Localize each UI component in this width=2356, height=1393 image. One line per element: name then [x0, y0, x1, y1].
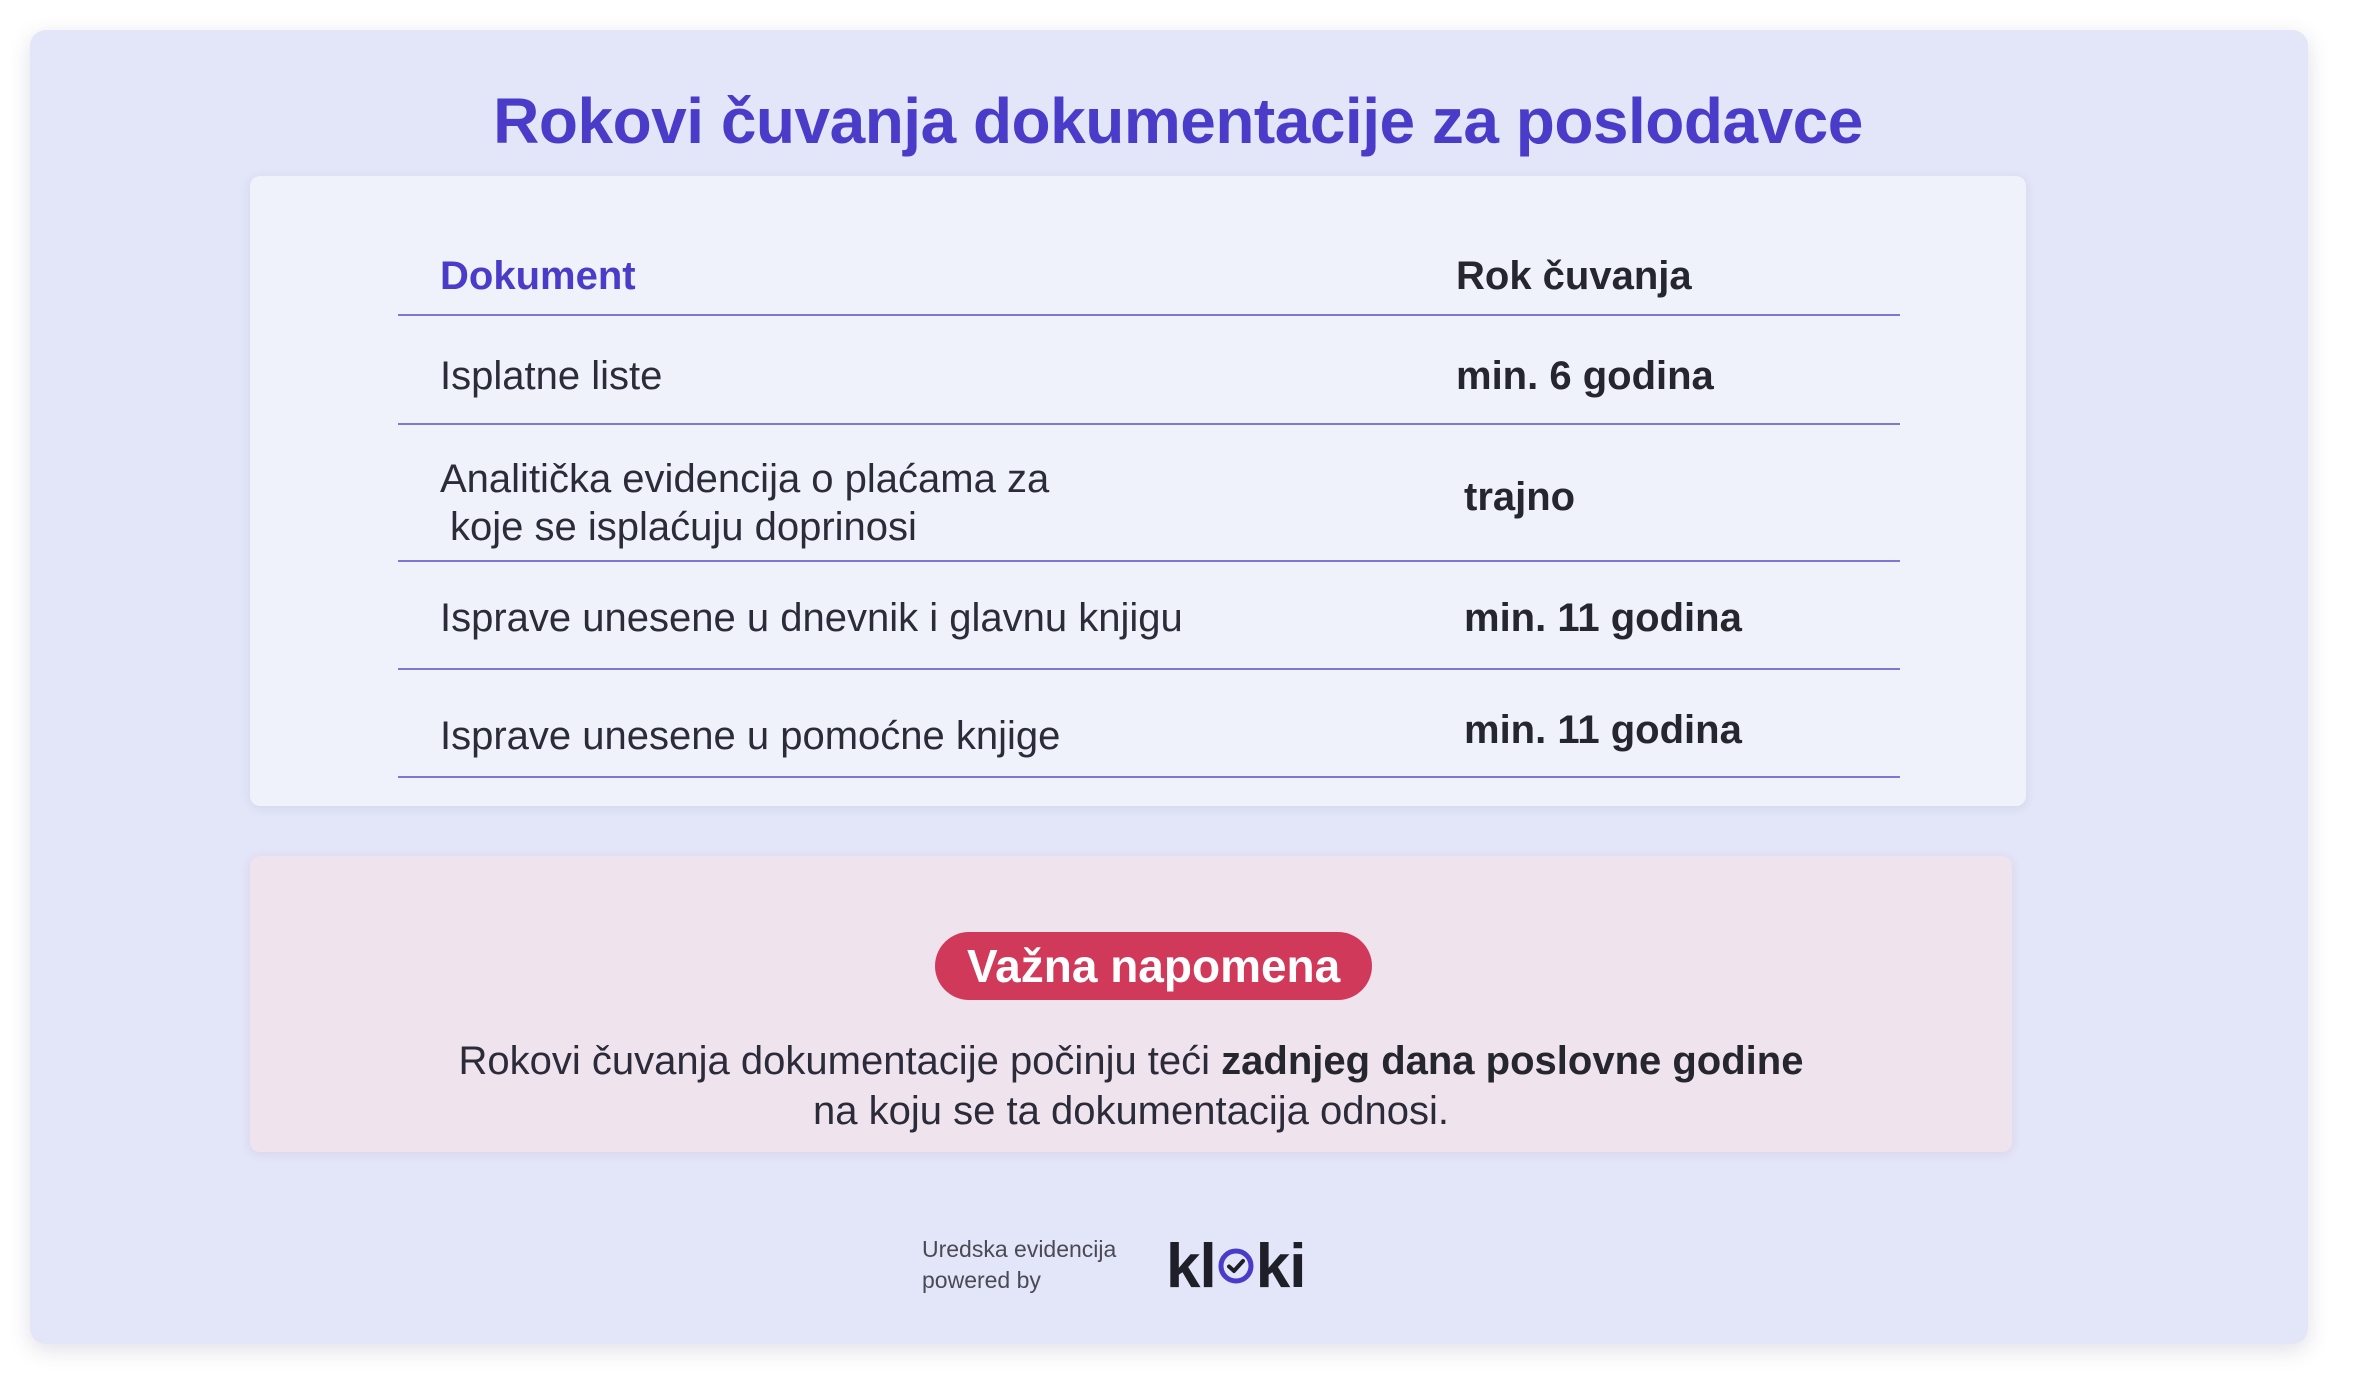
note-text-bold: zadnjeg dana poslovne godine [1221, 1039, 1804, 1083]
table-row [398, 425, 1900, 562]
page-title: Rokovi čuvanja dokumentacije za poslodavce [493, 85, 1863, 157]
important-note-badge: Važna napomena [935, 932, 1372, 1000]
document-cell: Isplatne liste [440, 354, 663, 398]
document-cell [440, 455, 1049, 551]
note-text-start: Rokovi čuvanja dokumentacije počinju teći [458, 1039, 1222, 1083]
table-row [398, 562, 1900, 670]
document-cell: Isprave unesene u dnevnik i glavnu knjigu [440, 596, 1183, 640]
kloki-logo [1166, 1231, 1306, 1301]
table-row [398, 316, 1900, 425]
retention-cell: trajno [1464, 475, 1576, 519]
header-retention: Rok čuvanja [1456, 254, 1692, 298]
retention-cell: min. 11 godina [1464, 596, 1742, 640]
footer-line-2: powered by [922, 1267, 1041, 1293]
table-row [398, 670, 1900, 778]
document-cell: Isprave unesene u pomoćne knjige [440, 714, 1061, 758]
logo-text-prefix: kl [1166, 1231, 1216, 1301]
document-line-2: koje se isplaćuju doprinosi [450, 505, 917, 549]
retention-cell: min. 6 godina [1456, 354, 1714, 398]
retention-table [398, 206, 1900, 778]
table-header-row [398, 206, 1900, 316]
retention-cell: min. 11 godina [1464, 708, 1742, 752]
important-note-text [250, 1036, 2012, 1136]
check-circle-icon [1217, 1247, 1255, 1285]
header-document: Dokument [440, 254, 636, 298]
footer-caption [922, 1234, 1116, 1296]
footer-line-1: Uredska evidencija [922, 1236, 1117, 1262]
logo-text-suffix: ki [1255, 1231, 1306, 1301]
note-text-line2: na koju se ta dokumentacija odnosi. [813, 1089, 1449, 1133]
document-line-1: Analitička evidencija o plaćama za [440, 457, 1050, 501]
